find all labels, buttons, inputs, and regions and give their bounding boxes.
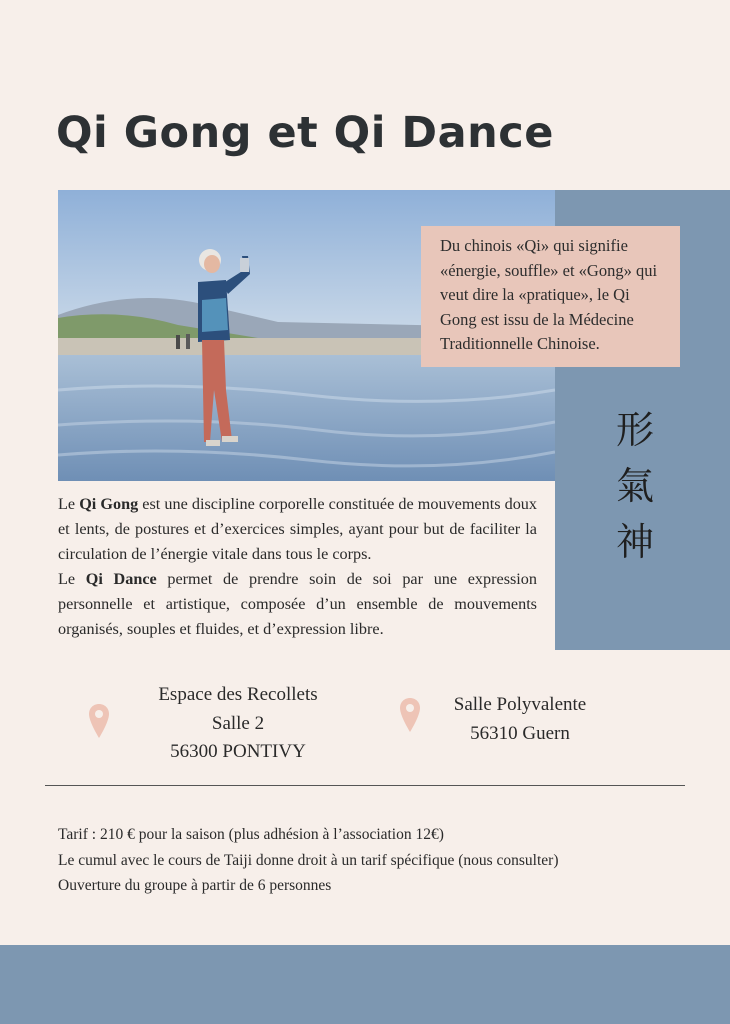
chinese-char-shen: 神: [615, 520, 654, 564]
divider: [45, 785, 685, 786]
qi-dance-paragraph: [58, 567, 537, 642]
pricing-info: [58, 822, 698, 899]
qi-gong-paragraph: [58, 492, 537, 567]
p1-prefix: Le: [58, 495, 80, 513]
location-guern: [420, 691, 620, 748]
footer-band: [0, 945, 730, 1024]
qi-gong-term: Qi Gong: [79, 495, 139, 513]
location-name: Salle Polyvalente: [453, 694, 587, 715]
map-pin-icon: [399, 697, 421, 738]
ouverture-line: Ouverture du groupe à partir de 6 personnes: [58, 877, 332, 895]
quote-box: Du chinois «Qi» qui signifie «énergie, souffle» et «Gong» qui veut dire la «pratique», le Qi Gong est issu de la Médecine Traditionnelle Chinoise.: [421, 226, 680, 367]
chinese-characters: [600, 402, 670, 570]
qi-dance-term: Qi Dance: [85, 570, 157, 588]
location-pontivy: [118, 681, 358, 767]
location-name: Espace des Recollets: [158, 684, 318, 705]
location-city: 56310 Guern: [470, 722, 570, 744]
location-city: 56300 PONTIVY: [170, 741, 306, 762]
p2-prefix: Le: [58, 570, 86, 588]
description-text: [58, 492, 537, 642]
p2-rest: permet de prendre soin de soi par une expression personnelle et artistique, composée d’un ensemble de mouvements organisés, souples et fluides, et d’expression libre.: [58, 570, 537, 638]
chinese-char-qi: 氣: [615, 464, 654, 508]
p1-rest: est une discipline corporelle constituée de mouvements doux et lents, de postures et d’exercices simples, ayant pour but de faciliter la circulation de l’énergie vitale dans tous le corps.: [58, 495, 537, 563]
chinese-char-xing: 形: [615, 408, 654, 452]
tarif-line: Tarif : 210 € pour la saison (plus adhésion à l’association 12€): [58, 826, 444, 843]
cumul-line: Le cumul avec le cours de Taiji donne droit à un tarif spécifique (nous consulter): [58, 851, 559, 869]
map-pin-icon: [88, 703, 110, 744]
location-room: Salle 2: [211, 712, 265, 734]
page-title: Qi Gong et Qi Dance: [56, 108, 554, 158]
